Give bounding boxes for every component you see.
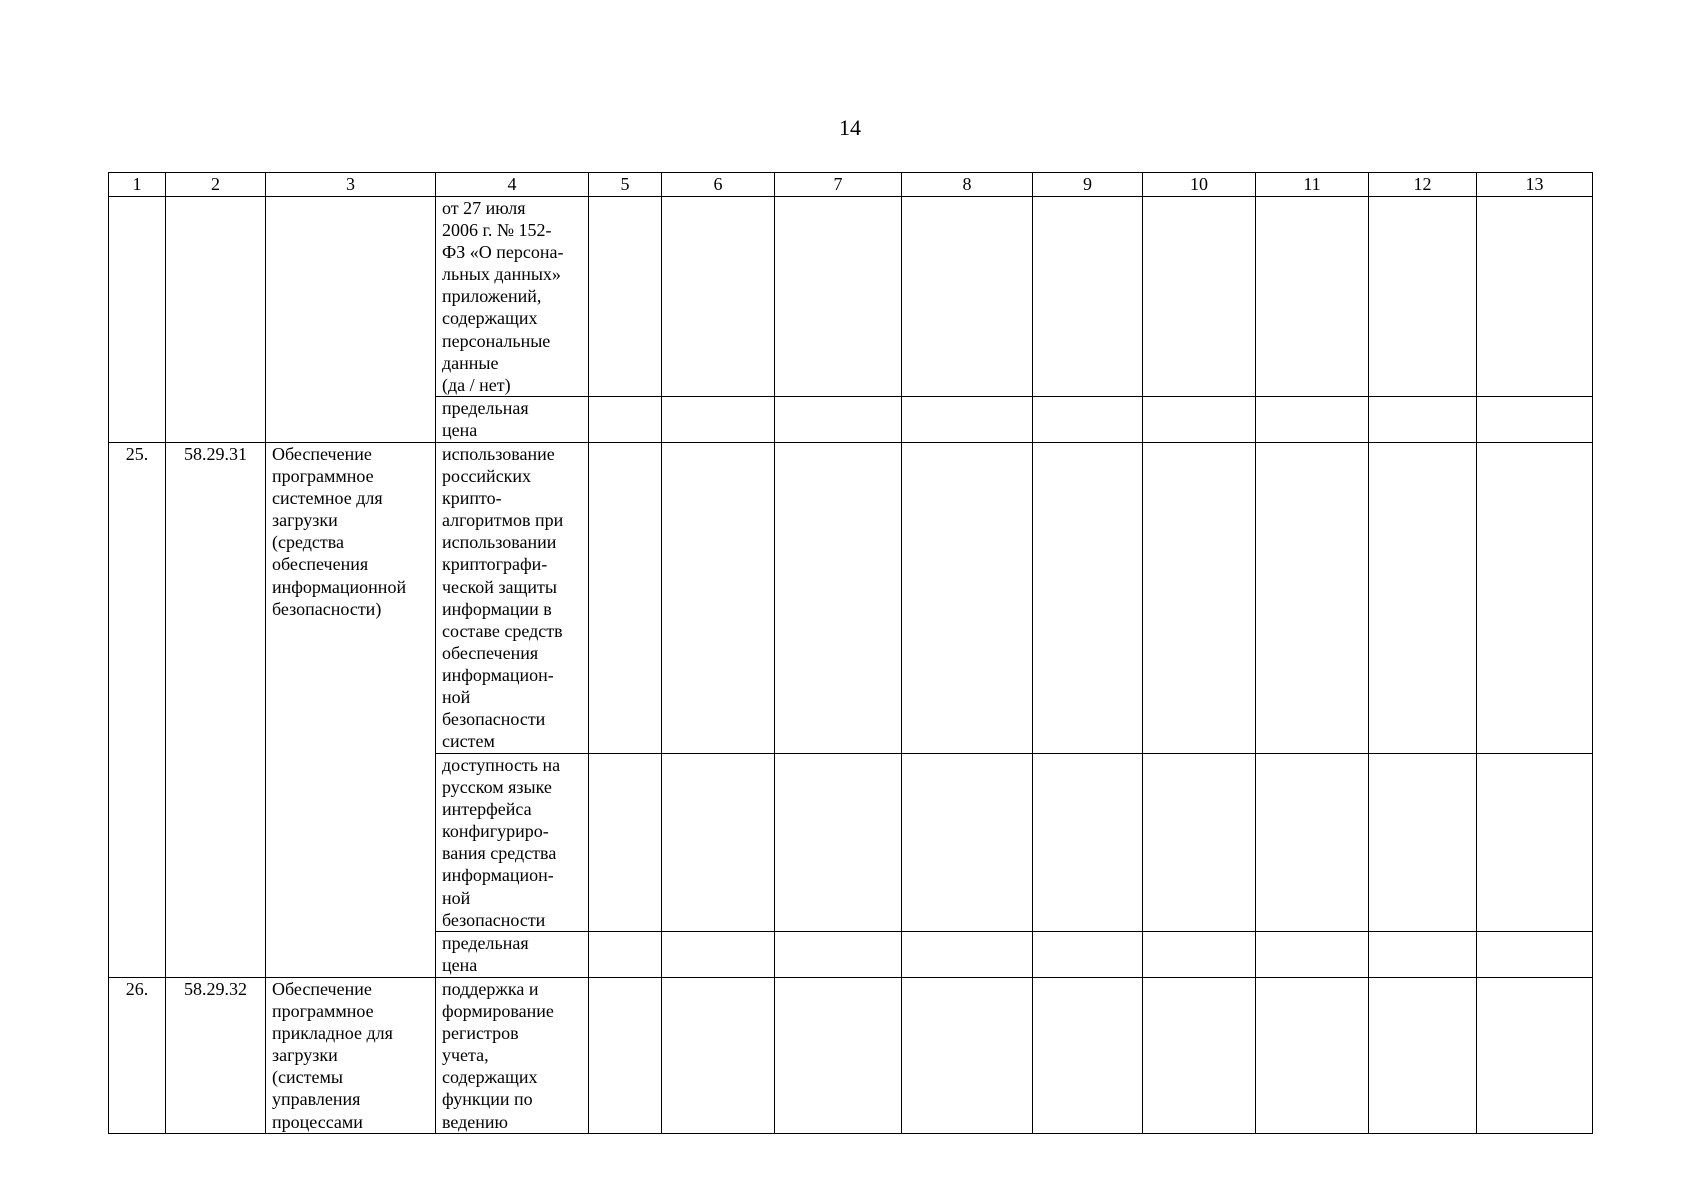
- text-line: безопасности: [442, 909, 546, 930]
- column-header-9: 9: [1033, 173, 1143, 197]
- text-line: предельная: [442, 398, 529, 418]
- text-line: (да / нет): [442, 374, 511, 395]
- empty-cell: [1369, 443, 1477, 754]
- text-line: конфигуриро-: [442, 821, 549, 842]
- column-header-7: 7: [775, 173, 902, 197]
- text-line: ной: [442, 887, 471, 908]
- empty-cell: [1143, 978, 1256, 1134]
- empty-cell: [775, 932, 902, 978]
- text-line: ФЗ «О персона-: [442, 242, 564, 263]
- empty-cell: [1256, 443, 1369, 754]
- text-line: (системы: [272, 1067, 343, 1088]
- empty-cell: [1256, 397, 1369, 443]
- column-header-2: 2: [166, 173, 266, 197]
- column-header-6: 6: [662, 173, 775, 197]
- item-name: [266, 443, 436, 978]
- characteristic-cell: [436, 978, 589, 1134]
- column-header-5: 5: [589, 173, 662, 197]
- empty-cell: [902, 978, 1033, 1134]
- empty-cell: [1256, 932, 1369, 978]
- text-line: систем: [442, 731, 495, 752]
- empty-cell: [1369, 932, 1477, 978]
- cont-characteristic-cell: [436, 197, 589, 397]
- empty-cell: [589, 397, 662, 443]
- empty-cell: [1477, 932, 1593, 978]
- empty-cell: [589, 932, 662, 978]
- text-line: обеспечения: [272, 554, 369, 575]
- page-number: 14: [839, 115, 861, 140]
- empty-cell: [1369, 197, 1477, 397]
- column-header-13: 13: [1477, 173, 1593, 197]
- text-line: Обеспечение: [272, 444, 372, 464]
- empty-cell: [775, 397, 902, 443]
- empty-cell: [662, 978, 775, 1134]
- text-line: системное для: [272, 488, 383, 509]
- empty-cell: [1143, 197, 1256, 397]
- text-line: предельная: [442, 933, 529, 953]
- text-line: учета,: [442, 1045, 489, 1066]
- text-line: безопасности: [442, 709, 546, 730]
- text-line: ведению: [442, 1111, 509, 1132]
- empty-cell: [589, 197, 662, 397]
- empty-cell: [1033, 197, 1143, 397]
- column-header-8: 8: [902, 173, 1033, 197]
- table-row: [109, 443, 1593, 754]
- text-line: процессами: [272, 1111, 363, 1132]
- text-line: информацион-: [442, 865, 554, 886]
- empty-cell: [902, 754, 1033, 932]
- text-line: формирование: [442, 1001, 554, 1022]
- text-line: цена: [442, 420, 478, 441]
- empty-cell: [1256, 197, 1369, 397]
- text-line: содержащих: [442, 308, 538, 329]
- text-line: программное: [272, 1001, 374, 1022]
- text-line: российских: [442, 466, 532, 487]
- empty-cell: [1033, 754, 1143, 932]
- empty-cell: [1143, 754, 1256, 932]
- empty-cell: [1477, 443, 1593, 754]
- text-line: содержащих: [442, 1067, 538, 1088]
- text-line: русском языке: [442, 777, 552, 798]
- cont-number-cell: [109, 197, 166, 443]
- text-line: персональные: [442, 330, 551, 351]
- text-line: алгоритмов при: [442, 510, 564, 531]
- text-line: вания средства: [442, 843, 557, 864]
- empty-cell: [1143, 443, 1256, 754]
- text-line: приложений,: [442, 286, 542, 307]
- empty-cell: [775, 978, 902, 1134]
- empty-cell: [775, 443, 902, 754]
- empty-cell: [589, 754, 662, 932]
- text-line: программное: [272, 466, 374, 487]
- okpd-code: 58.29.32: [166, 978, 266, 1134]
- text-line: крипто-: [442, 488, 502, 509]
- text-line: использовании: [442, 532, 557, 553]
- empty-cell: [1033, 978, 1143, 1134]
- text-line: безопасности): [272, 598, 382, 619]
- empty-cell: [662, 397, 775, 443]
- text-line: цена: [442, 955, 478, 976]
- column-header-1: 1: [109, 173, 166, 197]
- empty-cell: [1477, 397, 1593, 443]
- empty-cell: [775, 197, 902, 397]
- empty-cell: [662, 932, 775, 978]
- text-line: информации в: [442, 598, 552, 619]
- empty-cell: [1256, 978, 1369, 1134]
- empty-cell: [775, 754, 902, 932]
- empty-cell: [662, 197, 775, 397]
- empty-cell: [1477, 754, 1593, 932]
- empty-cell: [902, 397, 1033, 443]
- text-line: интерфейса: [442, 799, 532, 820]
- text-line: льных данных»: [442, 264, 561, 285]
- row-number: 26.: [109, 978, 166, 1134]
- text-line: данные: [442, 352, 499, 373]
- empty-cell: [1369, 978, 1477, 1134]
- row-number: 25.: [109, 443, 166, 978]
- text-line: от 27 июля: [442, 198, 526, 218]
- empty-cell: [589, 978, 662, 1134]
- empty-cell: [1256, 754, 1369, 932]
- column-header-12: 12: [1369, 173, 1477, 197]
- empty-cell: [662, 754, 775, 932]
- continuation-row: [109, 197, 1593, 397]
- text-line: составе средств: [442, 620, 563, 641]
- text-line: информационной: [272, 576, 407, 597]
- empty-cell: [589, 443, 662, 754]
- text-line: поддержка и: [442, 979, 539, 999]
- empty-cell: [902, 443, 1033, 754]
- text-line: загрузки: [272, 510, 338, 531]
- empty-cell: [1143, 397, 1256, 443]
- empty-cell: [1033, 443, 1143, 754]
- empty-cell: [1477, 197, 1593, 397]
- text-line: использование: [442, 444, 555, 464]
- okpd-code: 58.29.31: [166, 443, 266, 978]
- text-line: регистров: [442, 1023, 519, 1044]
- empty-cell: [1477, 978, 1593, 1134]
- text-line: криптографи-: [442, 554, 548, 575]
- empty-cell: [1143, 932, 1256, 978]
- column-header-10: 10: [1143, 173, 1256, 197]
- empty-cell: [1033, 932, 1143, 978]
- empty-cell: [1369, 397, 1477, 443]
- requirements-table: [108, 172, 1593, 1134]
- text-line: Обеспечение: [272, 979, 372, 999]
- text-line: ной: [442, 687, 471, 708]
- item-name: [266, 978, 436, 1134]
- cont-price-cell: [436, 397, 589, 443]
- text-line: (средства: [272, 532, 344, 553]
- column-header-11: 11: [1256, 173, 1369, 197]
- empty-cell: [902, 197, 1033, 397]
- text-line: информацион-: [442, 664, 554, 685]
- text-line: загрузки: [272, 1045, 338, 1066]
- characteristic-cell: [436, 932, 589, 978]
- empty-cell: [1369, 754, 1477, 932]
- text-line: 2006 г. № 152-: [442, 220, 552, 241]
- column-header-3: 3: [266, 173, 436, 197]
- text-line: обеспечения: [442, 642, 539, 663]
- table-row: [109, 978, 1593, 1134]
- text-line: ческой защиты: [442, 576, 557, 597]
- cont-name-cell: [266, 197, 436, 443]
- characteristic-cell: [436, 754, 589, 932]
- empty-cell: [1033, 397, 1143, 443]
- column-header-4: 4: [436, 173, 589, 197]
- text-line: прикладное для: [272, 1023, 393, 1044]
- text-line: доступность на: [442, 755, 561, 775]
- empty-cell: [662, 443, 775, 754]
- header-row: [109, 173, 1593, 197]
- characteristic-cell: [436, 443, 589, 754]
- text-line: функции по: [442, 1089, 533, 1110]
- cont-code-cell: [166, 197, 266, 443]
- empty-cell: [902, 932, 1033, 978]
- text-line: управления: [272, 1089, 361, 1110]
